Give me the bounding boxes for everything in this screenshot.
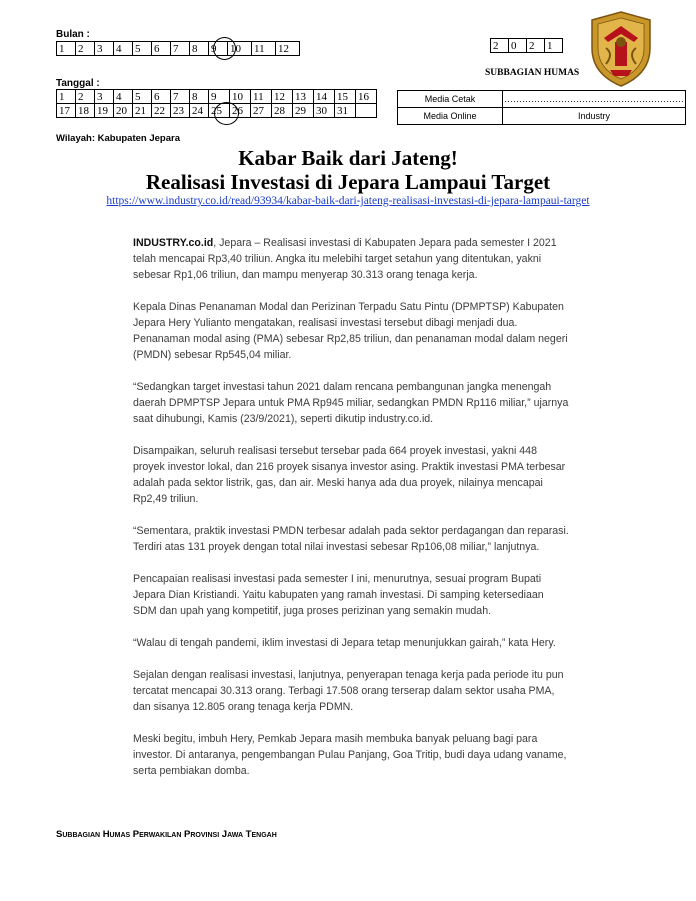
date-cell: 7 — [171, 90, 190, 104]
year-table — [490, 38, 563, 53]
month-cell: 4 — [114, 42, 133, 56]
date-cell: 17 — [57, 104, 76, 118]
month-cell: 7 — [171, 42, 190, 56]
year-digit-cell: 2 — [491, 39, 509, 53]
date-cell: 24 — [190, 104, 209, 118]
article-paragraph: Disampaikan, seluruh realisasi tersebut tersebar pada 664 proyek investasi, yakni 448 proyek investor lokal, dan 216 proyek sisanya investor asing. Praktik investasi PMA terbesar adalah pada sektor listrik, gas, dan air. Meski hanya ada dua proyek, nilainya mencapai Rp2,49 triliun. — [133, 445, 566, 505]
date-cell: 10 — [230, 90, 251, 104]
date-selected-circle — [214, 102, 239, 125]
month-cell: 8 — [190, 42, 209, 56]
date-cell: 2 — [76, 90, 95, 104]
article-paragraph: Pencapaian realisasi investasi pada semester I ini, menurutnya, sesuai program Bupati Jepara Dian Kristiandi. Yaitu kabupaten yang ramah investasi. Di samping ketersediaan SDM dan upah yang kompetitif, juga proses perizinan yang semakin mudah. — [133, 573, 544, 617]
date-cell: 20 — [114, 104, 133, 118]
article-lead-text: , Jepara – Realisasi investasi di Kabupaten Jepara pada semester I 2021 telah mencapai Rp3,40 triliun. Angka itu melebihi target setahun yang ditentukan, yakni sebesar Rp1,06 triliun, dan mampu menyerap 30.313 orang tenaga kerja. — [133, 237, 557, 281]
date-cell — [356, 104, 377, 118]
date-cell: 25 — [209, 104, 230, 118]
headline-line1: Kabar Baik dari Jateng! — [238, 146, 458, 170]
headline-line2: Realisasi Investasi di Jepara Lampaui Target — [145, 170, 551, 194]
date-cell: 9 — [209, 90, 230, 104]
date-cell: 18 — [76, 104, 95, 118]
month-table — [56, 41, 300, 56]
date-cell: 22 — [152, 104, 171, 118]
date-label: Tanggal : — [56, 78, 100, 89]
department-label: SUBBAGIAN HUMAS — [485, 68, 580, 78]
date-cell: 19 — [95, 104, 114, 118]
article-paragraph: “Walau di tengah pandemi, iklim investasi di Jepara tetap menunjukkan gairah,” kata Hery. — [133, 637, 556, 649]
year-digit-cell: 0 — [509, 39, 527, 53]
date-cell: 30 — [314, 104, 335, 118]
media-online-label: Media Online — [398, 108, 503, 125]
date-cell: 14 — [314, 90, 335, 104]
article-source-name: INDUSTRY.co.id — [133, 237, 214, 249]
month-cell: 3 — [95, 42, 114, 56]
date-cell: 27 — [251, 104, 272, 118]
date-cell: 13 — [293, 90, 314, 104]
month-label: Bulan : — [56, 29, 90, 40]
date-cell: 16 — [356, 90, 377, 104]
month-cell: 1 — [57, 42, 76, 56]
date-cell: 28 — [272, 104, 293, 118]
date-cell: 29 — [293, 104, 314, 118]
month-cell: 12 — [276, 42, 300, 56]
media-print-value: …………………………………………………… — [503, 91, 686, 108]
media-online-value: Industry — [503, 108, 686, 125]
date-cell: 21 — [133, 104, 152, 118]
month-selected-circle — [213, 37, 236, 60]
article-lead — [133, 235, 569, 283]
month-cell: 9 — [209, 42, 228, 56]
media-print-label: Media Cetak — [398, 91, 503, 108]
article-body — [133, 235, 569, 795]
date-cell: 15 — [335, 90, 356, 104]
date-cell: 11 — [251, 90, 272, 104]
date-cell: 31 — [335, 104, 356, 118]
article-paragraph: “Sementara, praktik investasi PMDN terbesar adalah pada sektor perdagangan dan reparasi. Terdiri atas 131 proyek dengan total nilai investasi sebesar Rp106,08 miliar,” lanjutnya. — [133, 525, 569, 553]
month-cell: 11 — [252, 42, 276, 56]
month-cell: 6 — [152, 42, 171, 56]
region-label: Wilayah: Kabupaten Jepara — [56, 133, 180, 144]
media-table — [397, 90, 686, 125]
date-cell: 8 — [190, 90, 209, 104]
month-cell: 2 — [76, 42, 95, 56]
date-cell: 5 — [133, 90, 152, 104]
year-digit-cell: 2 — [527, 39, 545, 53]
month-cell: 5 — [133, 42, 152, 56]
date-cell: 3 — [95, 90, 114, 104]
date-cell: 23 — [171, 104, 190, 118]
month-cell: 10 — [228, 42, 252, 56]
date-cell: 12 — [272, 90, 293, 104]
source-link[interactable]: https://www.industry.co.id/read/93934/kabar-baik-dari-jateng-realisasi-investasi-di-jepara-lampaui-target — [106, 195, 590, 207]
date-cell: 26 — [230, 104, 251, 118]
date-cell: 1 — [57, 90, 76, 104]
article-paragraph: Sejalan dengan realisasi investasi, lanjutnya, penyerapan tenaga kerja pada periode itu pun tercatat mencapai 30.313 orang. Terbagi 17.508 orang terserap dalam sektor usaha PMA, dan sisanya 12.805 orang tenaga kerja PDMN. — [133, 669, 564, 713]
date-cell: 6 — [152, 90, 171, 104]
year-digit-cell: 1 — [545, 39, 563, 53]
emblem-icon — [584, 8, 658, 90]
footer-label: Subbagian Humas Perwakilan Provinsi Jawa Tengah — [56, 829, 277, 840]
date-cell: 4 — [114, 90, 133, 104]
article-paragraph: “Sedangkan target investasi tahun 2021 dalam rencana pembangunan jangka menengah daerah DPMPTSP Jepara untuk PMA Rp945 miliar, sedangkan PMDN Rp116 miliar,” ujarnya saat dihubungi, Kamis (23/9/2021), seperti dikutip industry.co.id. — [133, 381, 569, 425]
article-paragraph: Kepala Dinas Penanaman Modal dan Perizinan Terpadu Satu Pintu (DPMPTSP) Kabupaten Jepara Hery Yulianto mengatakan, realisasi investasi tersebut dibagi menjadi dua. Penanaman modal asing (PMA) sebesar Rp2,85 triliun, dan penanaman modal dalam negeri (PMDN) sebesar Rp545,04 miliar. — [133, 301, 568, 361]
article-paragraph: Meski begitu, imbuh Hery, Pemkab Jepara masih membuka banyak peluang bagi para investor. Di antaranya, pengembangan Pulau Panjang, Goa Tritip, budi daya udang vaname, serta pembiakan domba. — [133, 733, 567, 777]
